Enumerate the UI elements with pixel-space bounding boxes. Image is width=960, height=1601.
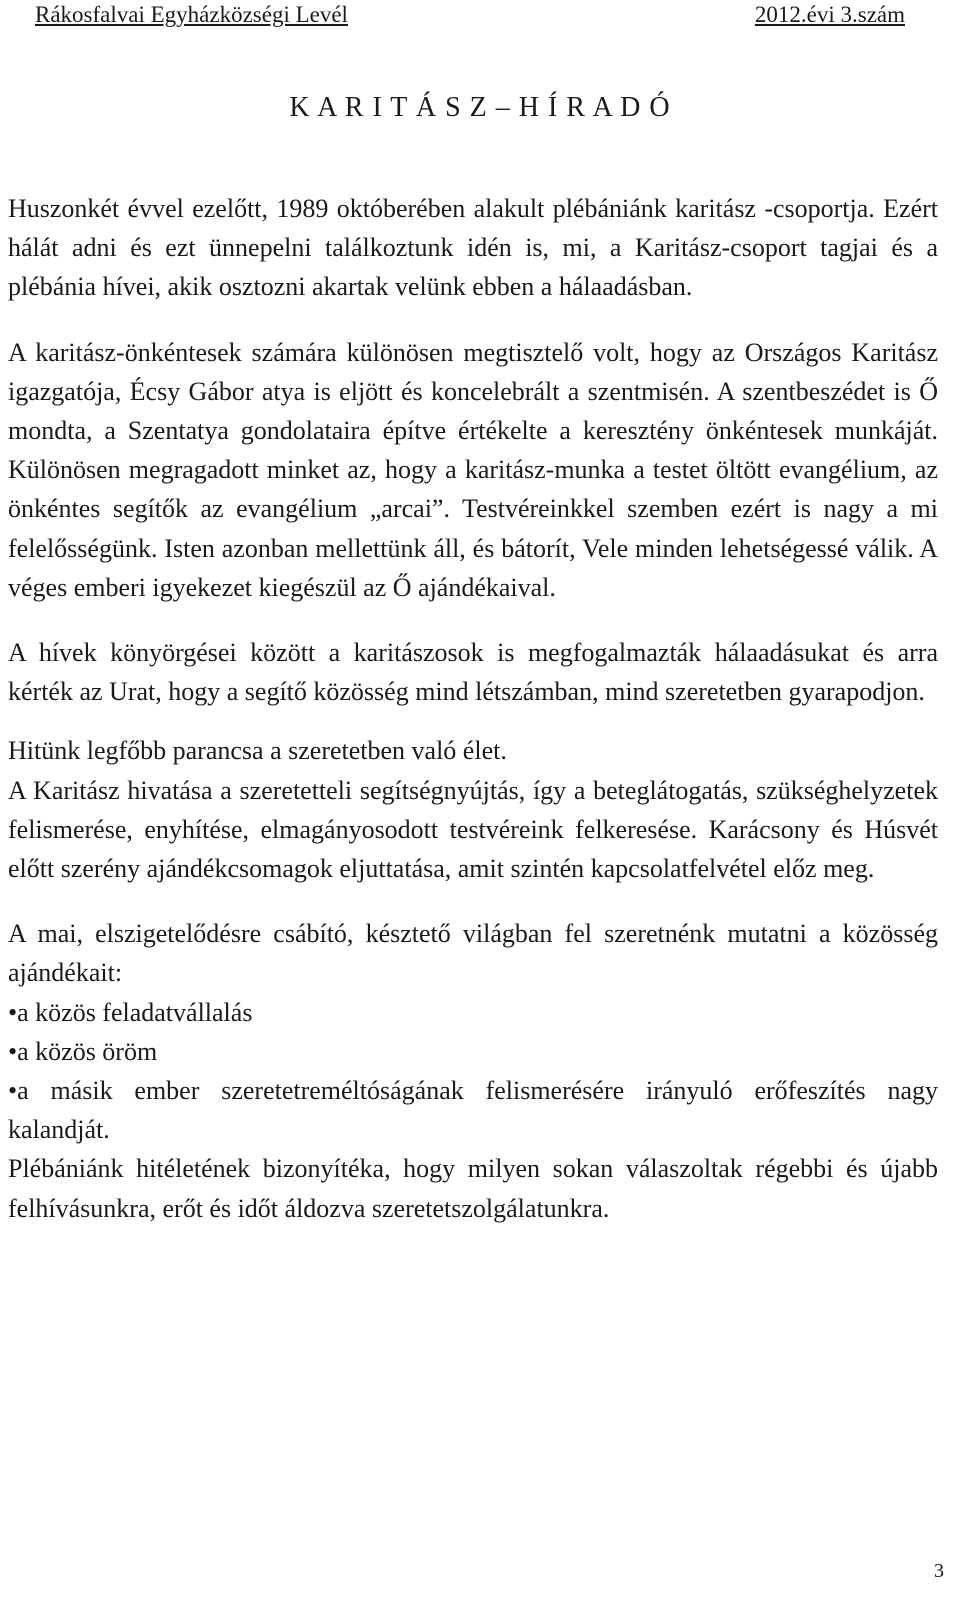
newsletter-title: Rákosfalvai Egyházközségi Levél [35,2,348,27]
paragraph-intro: Huszonkét évvel ezelőtt, 1989 októberében alakult plébániánk karitász -csoportja. Ezért hálát adni és ezt ünnepelni találkoztunk idén is, mi, a Karitász-csoport tagjai és a plébánia hívei, akik osztozni akartak velünk ebben a hálaadásban. [8,194,938,302]
paragraph-mission: A Karitász hivatása a szeretetteli segítségnyújtás, így a beteglátogatás, szükséghelyzetek felismerése, enyhítése, elmagányosodott testvéreink felkeresése. Karácsony és Húsvét előtt szerény ajándékcsomagok eljuttatása, amit szintén kapcsolatfelvétel előz meg. [8,775,938,884]
page-header [35,2,905,28]
paragraph-conclusion: Plébániánk hitéletének bizonyítéka, hogy milyen sokan válaszoltak régebbi és újabb felhívásunkra, erőt és időt áldozva szeretetszolgálatunkra. [8,1154,938,1223]
paragraph-community: A mai, elszigetelődésre csábító, késztető világban fel szeretnénk mutatni a közösség ajándékait: [8,919,938,988]
paragraph-prayers: A hívek könyörgései között a karitászosok is megfogalmazták hálaadásukat és arra kérték az Urat, hogy a segítő közösség mind létszámban, mind szeretetben gyarapodjon. [8,638,938,707]
issue-number: 2012.évi 3.szám [754,2,905,27]
list-item: •a közös öröm [8,1036,158,1066]
list-item: •a közös feladatvállalás [8,997,253,1027]
article-title: K A R I T Á S Z – H Í R A D Ó [289,92,671,123]
list-item: •a másik ember szeretetreméltóságának felismerésére irányuló erőfeszítés nagy kalandját. [8,1076,938,1145]
bullet-icon: • [8,1036,18,1066]
gift-list [8,993,938,1150]
bullet-icon: • [8,1076,18,1106]
bullet-icon: • [8,997,18,1027]
paragraph-commandment: Hitünk legfőbb parancsa a szeretetben való élet. [8,736,507,766]
paragraph-volunteers: A karitász-önkéntesek számára különösen megtisztelő volt, hogy az Országos Karitász igazgatója, Écsy Gábor atya is eljött és koncelebrált a szentmisén. A szentbeszédet is Ő mondta, a Szentatya gondolataira építve értékelte a keresztény önkéntesek munkáját. Különösen megragadott minket az, hogy a karitász-munka a testet öltött evangélium, az önkéntes segítők az evangélium „arcai”. Testvéreinkkel szemben ezért is nagy a mi felelősségünk. Isten azonban mellettünk áll, és bátorít, Vele minden lehetségessé válik. A véges emberi igyekezet kiegészül az Ő ajándékaival. [8,337,938,602]
article-body [8,189,938,1228]
page-number: 3 [934,1560,944,1582]
